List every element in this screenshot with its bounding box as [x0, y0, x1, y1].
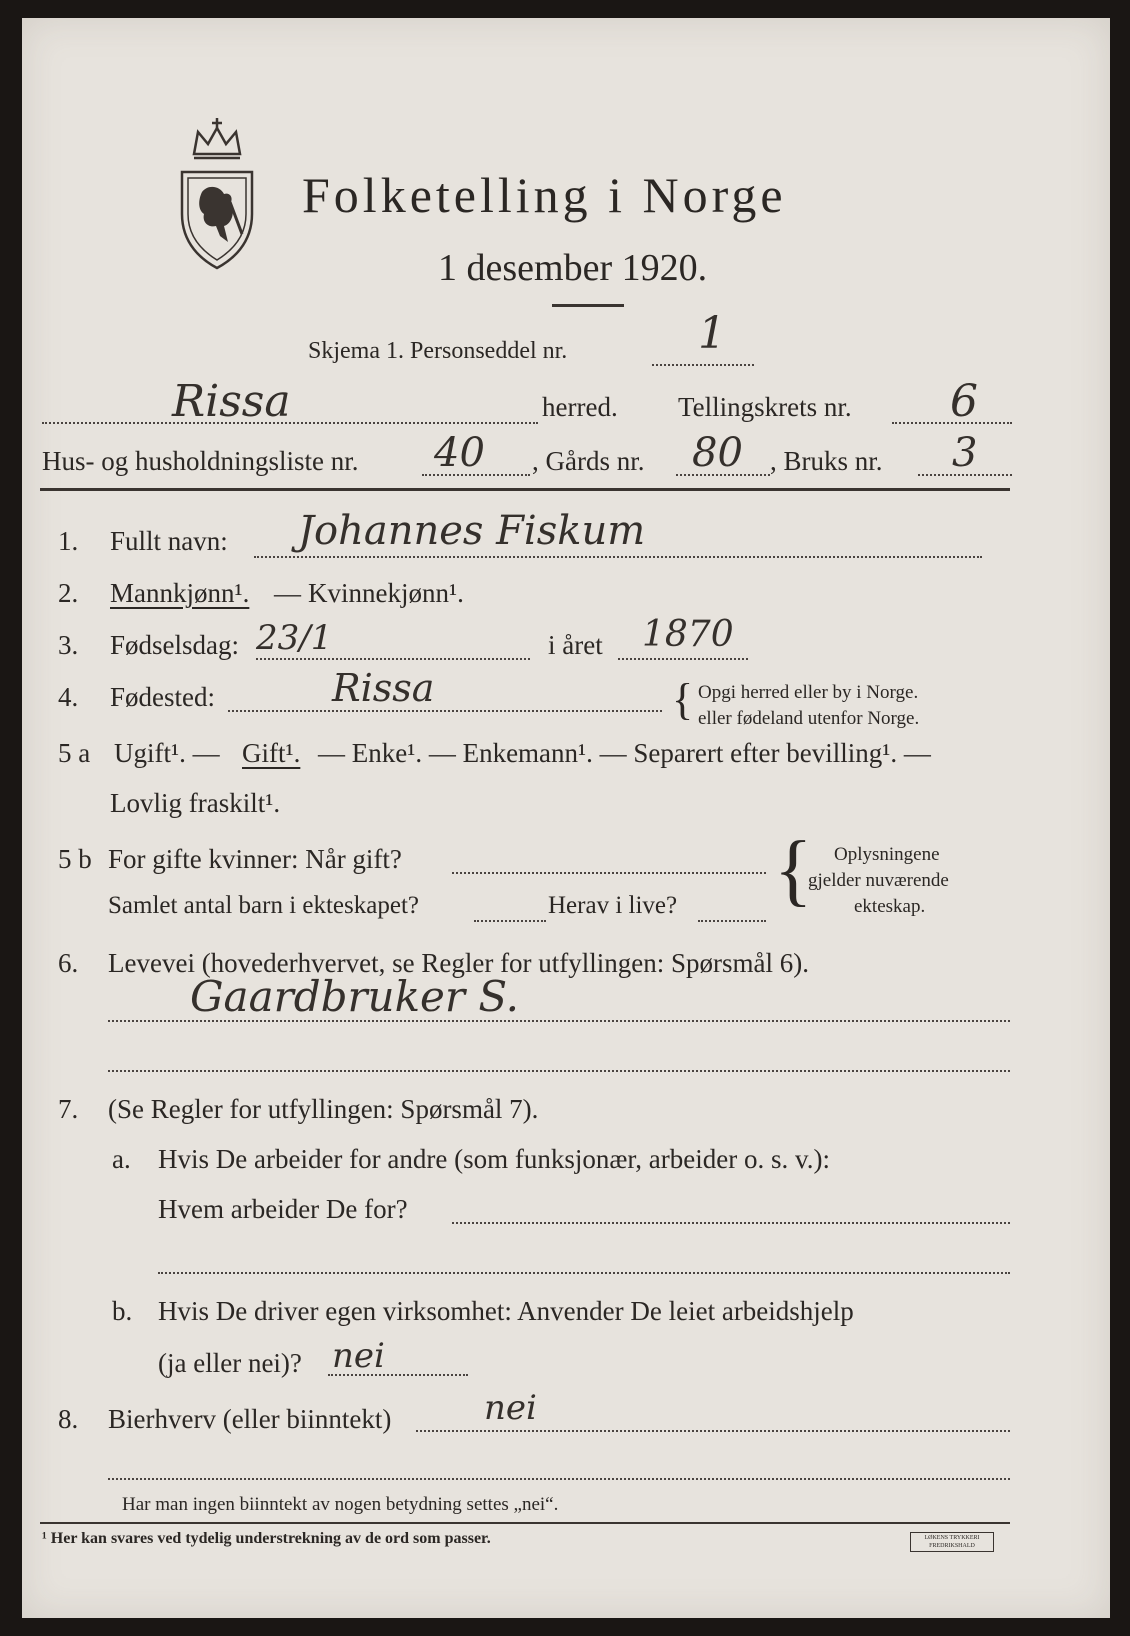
birth-year-field-line: [618, 658, 748, 660]
schema-number-value: 1: [698, 308, 726, 359]
q3-label: Fødselsdag:: [110, 630, 240, 660]
q1-number: 1.: [58, 526, 79, 556]
q2-number: 2.: [58, 578, 79, 608]
sex-option-female: Kvinnekjønn¹.: [308, 578, 464, 608]
married-when-field-line: [452, 872, 766, 874]
sex-option-male: Mannkjønn¹.: [110, 578, 250, 608]
husholdningsliste-label: Hus- og husholdningsliste nr.: [42, 446, 359, 476]
children-total-label: Samlet antal barn i ekteskapet?: [108, 892, 419, 919]
children-alive-label: Herav i live?: [548, 892, 678, 919]
occupation-field-line-2: [108, 1070, 1010, 1072]
birth-year-label: i året: [548, 630, 603, 660]
q1-field-line: [254, 556, 982, 558]
footnote-separator: [40, 1522, 1010, 1524]
employer-field-line-1: [452, 1222, 1010, 1224]
schema-number-field-line: [652, 364, 754, 366]
gards-label: , Gårds nr.: [532, 446, 645, 476]
full-name-value: Johannes Fiskum: [298, 508, 646, 554]
herred-value: Rissa: [172, 376, 291, 427]
side-income-note: Har man ingen biinntekt av nogen betydning settes „nei“.: [122, 1494, 559, 1515]
married-when-label: For gifte kvinner: Når gift?: [108, 844, 402, 874]
sex-separator: —: [274, 578, 301, 608]
bruks-value: 3: [952, 430, 978, 476]
norwegian-lion-coat-of-arms-icon: [172, 114, 262, 272]
marriage-note-brace: {: [774, 826, 813, 914]
q7b-line1: Hvis De driver egen virksomhet: Anvender De leiet arbeidshjelp: [158, 1296, 854, 1326]
birthplace-field-line: [228, 710, 662, 712]
census-date: 1 desember 1920.: [438, 247, 708, 289]
children-alive-field-line: [698, 920, 766, 922]
tellingskrets-value: 6: [950, 376, 978, 427]
q7-number: 7.: [58, 1094, 79, 1124]
employer-field-line-2: [158, 1272, 1010, 1274]
side-income-field-line-2: [108, 1478, 1010, 1480]
marital-options-rest: — Enke¹. — Enkemann¹. — Separert efter bevilling¹. —: [318, 738, 931, 768]
children-total-field-line: [474, 920, 546, 922]
marriage-note-line2: gjelder nuværende: [808, 870, 949, 891]
q7a-line2: Hvem arbeider De for?: [158, 1194, 408, 1224]
marriage-note-line3: ekteskap.: [854, 896, 926, 917]
birthplace-note-line2: eller fødeland utenfor Norge.: [698, 708, 920, 729]
hired-help-value: nei: [332, 1336, 385, 1376]
printer-stamp: LØKENS TRYKKERI FREDRIKSHALD: [910, 1532, 994, 1552]
marital-option-ugift: Ugift¹. —: [114, 738, 220, 768]
q6-number: 6.: [58, 948, 79, 978]
gards-value: 80: [692, 430, 743, 476]
header-separator: [40, 488, 1010, 491]
tellingskrets-label: Tellingskrets nr.: [678, 392, 852, 422]
form-title: Folketelling i Norge: [302, 167, 787, 223]
q7-label: (Se Regler for utfyllingen: Spørsmål 7).: [108, 1094, 539, 1124]
husholdningsliste-value: 40: [434, 430, 485, 476]
side-income-field-line-1: [416, 1430, 1010, 1432]
q1-label: Fullt navn:: [110, 526, 228, 556]
birthplace-brace: {: [672, 675, 694, 724]
marital-option-fraskilt: Lovlig fraskilt¹.: [110, 788, 281, 818]
title-divider: [552, 304, 624, 307]
q4-label: Fødested:: [110, 682, 215, 712]
schema-label: Skjema 1. Personseddel nr.: [308, 338, 568, 364]
side-income-value: nei: [484, 1388, 537, 1428]
q8-number: 8.: [58, 1404, 79, 1434]
q7a-line1: Hvis De arbeider for andre (som funksjonær, arbeider o. s. v.):: [158, 1144, 830, 1174]
birthday-value: 23/1: [256, 618, 333, 658]
q3-number: 3.: [58, 630, 79, 660]
herred-label: herred.: [542, 392, 618, 422]
q4-number: 4.: [58, 682, 79, 712]
footnote: ¹ Her kan svares ved tydelig understrekning av de ord som passer.: [42, 1530, 491, 1547]
occupation-value: Gaardbruker S.: [190, 972, 519, 1021]
q5b-number: 5 b: [58, 844, 92, 874]
q5a-number: 5 a: [58, 738, 91, 768]
q7b-line2: (ja eller nei)?: [158, 1348, 302, 1378]
q8-label: Bierhverv (eller biinntekt): [108, 1404, 392, 1434]
birthplace-note-line1: Opgi herred eller by i Norge.: [698, 682, 919, 703]
marriage-note-line1: Oplysningene: [834, 844, 940, 865]
bruks-label: , Bruks nr.: [770, 446, 883, 476]
census-form-sheet: [22, 18, 1110, 1618]
birth-year-value: 1870: [642, 614, 734, 655]
q7a-letter: a.: [112, 1144, 131, 1174]
birthplace-value: Rissa: [332, 666, 435, 710]
birthday-field-line: [256, 658, 530, 660]
q6-label: Levevei (hovederhvervet, se Regler for utfyllingen: Spørsmål 6).: [108, 948, 810, 978]
q7b-letter: b.: [112, 1296, 133, 1326]
marital-option-gift: Gift¹.: [242, 738, 301, 768]
